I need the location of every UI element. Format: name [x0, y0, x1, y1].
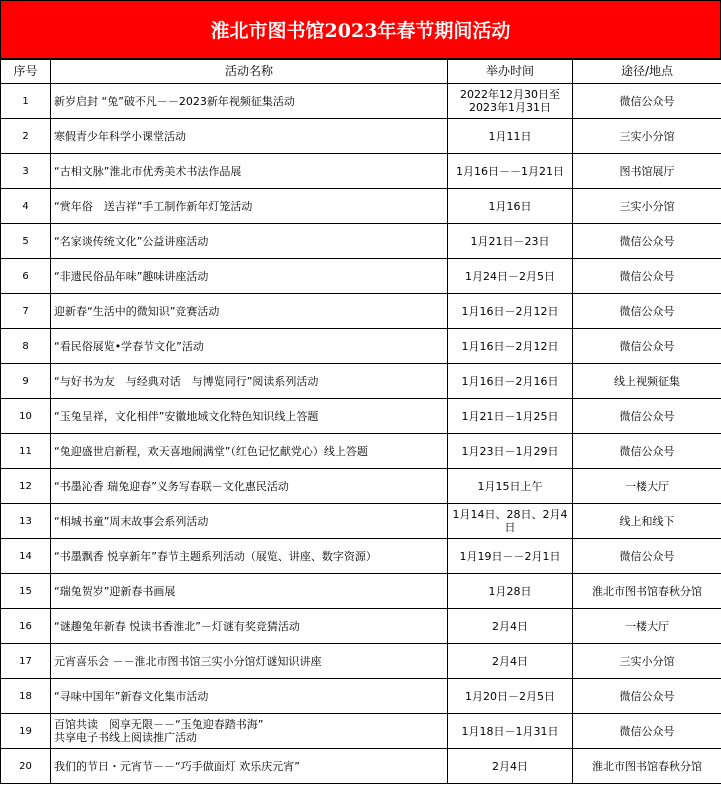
table-row	[1, 469, 721, 504]
cell-name: 寒假青少年科学小课堂活动	[51, 119, 448, 154]
cell-place: 微信公众号	[573, 84, 721, 119]
cell-place: 微信公众号	[573, 294, 721, 329]
cell-place: 一楼大厅	[573, 609, 721, 644]
cell-name: “寻味中国年”新春文化集市活动	[51, 679, 448, 714]
cell-place: 微信公众号	[573, 259, 721, 294]
cell-no: 15	[1, 574, 51, 609]
table-row	[1, 399, 721, 434]
cell-place: 线上视频征集	[573, 364, 721, 399]
table-row	[1, 434, 721, 469]
cell-no: 20	[1, 749, 51, 784]
cell-name: “与好书为友 与经典对话 与博览同行”阅读系列活动	[51, 364, 448, 399]
cell-name: “瑞兔贺岁”迎新春书画展	[51, 574, 448, 609]
cell-time: 1月16日	[448, 189, 573, 224]
table-row	[1, 679, 721, 714]
cell-no: 4	[1, 189, 51, 224]
cell-name: “谜趣兔年新春 悦读书香淮北”－灯谜有奖竞猜活动	[51, 609, 448, 644]
cell-name: “看民俗展览•学春节文化”活动	[51, 329, 448, 364]
cell-no: 10	[1, 399, 51, 434]
cell-place: 淮北市图书馆春秋分馆	[573, 574, 721, 609]
cell-name: 百馆共读 阅享无限－－“玉兔迎春踏书海” 共享电子书线上阅读推广活动	[51, 714, 448, 749]
table-row	[1, 609, 721, 644]
cell-no: 11	[1, 434, 51, 469]
table-row	[1, 259, 721, 294]
cell-time: 1月23日－1月29日	[448, 434, 573, 469]
cell-no: 12	[1, 469, 51, 504]
table-row	[1, 154, 721, 189]
cell-no: 8	[1, 329, 51, 364]
table-row	[1, 574, 721, 609]
table-row	[1, 504, 721, 539]
cell-name: “非遗民俗品年味”趣味讲座活动	[51, 259, 448, 294]
cell-no: 6	[1, 259, 51, 294]
cell-time: 2月4日	[448, 609, 573, 644]
cell-no: 13	[1, 504, 51, 539]
cell-place: 三实小分馆	[573, 119, 721, 154]
cell-time: 1月14日、28日、2月4日	[448, 504, 573, 539]
activity-table	[0, 59, 721, 784]
cell-time: 1月21日－1月25日	[448, 399, 573, 434]
col-header-place: 途径/地点	[573, 60, 721, 84]
cell-place: 微信公众号	[573, 224, 721, 259]
table-row	[1, 539, 721, 574]
cell-name: “古相文脉”淮北市优秀美术书法作品展	[51, 154, 448, 189]
cell-name: “赏年俗 送吉祥”手工制作新年灯笼活动	[51, 189, 448, 224]
cell-no: 14	[1, 539, 51, 574]
cell-name: “兔迎盛世启新程，欢天喜地闹满堂”（红色记忆献党心）线上答题	[51, 434, 448, 469]
cell-time: 2022年12月30日至 2023年1月31日	[448, 84, 573, 119]
cell-name: “玉兔呈祥，文化相伴”安徽地域文化特色知识线上答题	[51, 399, 448, 434]
cell-time: 1月18日－1月31日	[448, 714, 573, 749]
cell-name: “书墨沁香 瑞兔迎春”义务写春联－文化惠民活动	[51, 469, 448, 504]
table-row	[1, 749, 721, 784]
cell-place: 微信公众号	[573, 399, 721, 434]
cell-place: 微信公众号	[573, 329, 721, 364]
cell-name: 我们的节日・元宵节－－“巧手做面灯 欢乐庆元宵”	[51, 749, 448, 784]
cell-name: “相城书童”周末故事会系列活动	[51, 504, 448, 539]
cell-time: 1月20日－2月5日	[448, 679, 573, 714]
cell-time: 1月16日－2月16日	[448, 364, 573, 399]
cell-place: 线上和线下	[573, 504, 721, 539]
header-row	[1, 60, 721, 84]
cell-place: 图书馆展厅	[573, 154, 721, 189]
cell-no: 5	[1, 224, 51, 259]
cell-time: 1月24日－2月5日	[448, 259, 573, 294]
cell-place: 淮北市图书馆春秋分馆	[573, 749, 721, 784]
cell-no: 2	[1, 119, 51, 154]
cell-place: 三实小分馆	[573, 189, 721, 224]
table-row	[1, 189, 721, 224]
table-row	[1, 119, 721, 154]
table-row	[1, 224, 721, 259]
cell-time: 2月4日	[448, 644, 573, 679]
cell-name: “书墨飘香 悦享新年”春节主题系列活动（展览、讲座、数字资源）	[51, 539, 448, 574]
table-row	[1, 84, 721, 119]
cell-time: 1月16日－2月12日	[448, 294, 573, 329]
cell-time: 1月21日－23日	[448, 224, 573, 259]
col-header-name: 活动名称	[51, 60, 448, 84]
cell-time: 2月4日	[448, 749, 573, 784]
cell-no: 1	[1, 84, 51, 119]
cell-name: 元宵喜乐会 －－淮北市图书馆三实小分馆灯谜知识讲座	[51, 644, 448, 679]
cell-no: 17	[1, 644, 51, 679]
cell-no: 16	[1, 609, 51, 644]
cell-no: 3	[1, 154, 51, 189]
cell-name: 新岁启封 “兔”破不凡－－2023新年视频征集活动	[51, 84, 448, 119]
cell-time: 1月19日－－2月1日	[448, 539, 573, 574]
cell-name: 迎新春“生活中的微知识”竞赛活动	[51, 294, 448, 329]
cell-no: 19	[1, 714, 51, 749]
table-row	[1, 714, 721, 749]
col-header-time: 举办时间	[448, 60, 573, 84]
cell-place: 微信公众号	[573, 714, 721, 749]
cell-time: 1月16日－－1月21日	[448, 154, 573, 189]
col-header-no: 序号	[1, 60, 51, 84]
cell-time: 1月11日	[448, 119, 573, 154]
table-row	[1, 294, 721, 329]
cell-no: 18	[1, 679, 51, 714]
cell-place: 一楼大厅	[573, 469, 721, 504]
cell-no: 7	[1, 294, 51, 329]
cell-place: 三实小分馆	[573, 644, 721, 679]
table-row	[1, 329, 721, 364]
page-title: 淮北市图书馆2023年春节期间活动	[0, 0, 721, 59]
table-row	[1, 644, 721, 679]
cell-place: 微信公众号	[573, 539, 721, 574]
cell-time: 1月15日上午	[448, 469, 573, 504]
cell-place: 微信公众号	[573, 679, 721, 714]
cell-time: 1月16日－2月12日	[448, 329, 573, 364]
cell-time: 1月28日	[448, 574, 573, 609]
cell-no: 9	[1, 364, 51, 399]
table-row	[1, 364, 721, 399]
cell-place: 微信公众号	[573, 434, 721, 469]
cell-name: “名家谈传统文化”公益讲座活动	[51, 224, 448, 259]
